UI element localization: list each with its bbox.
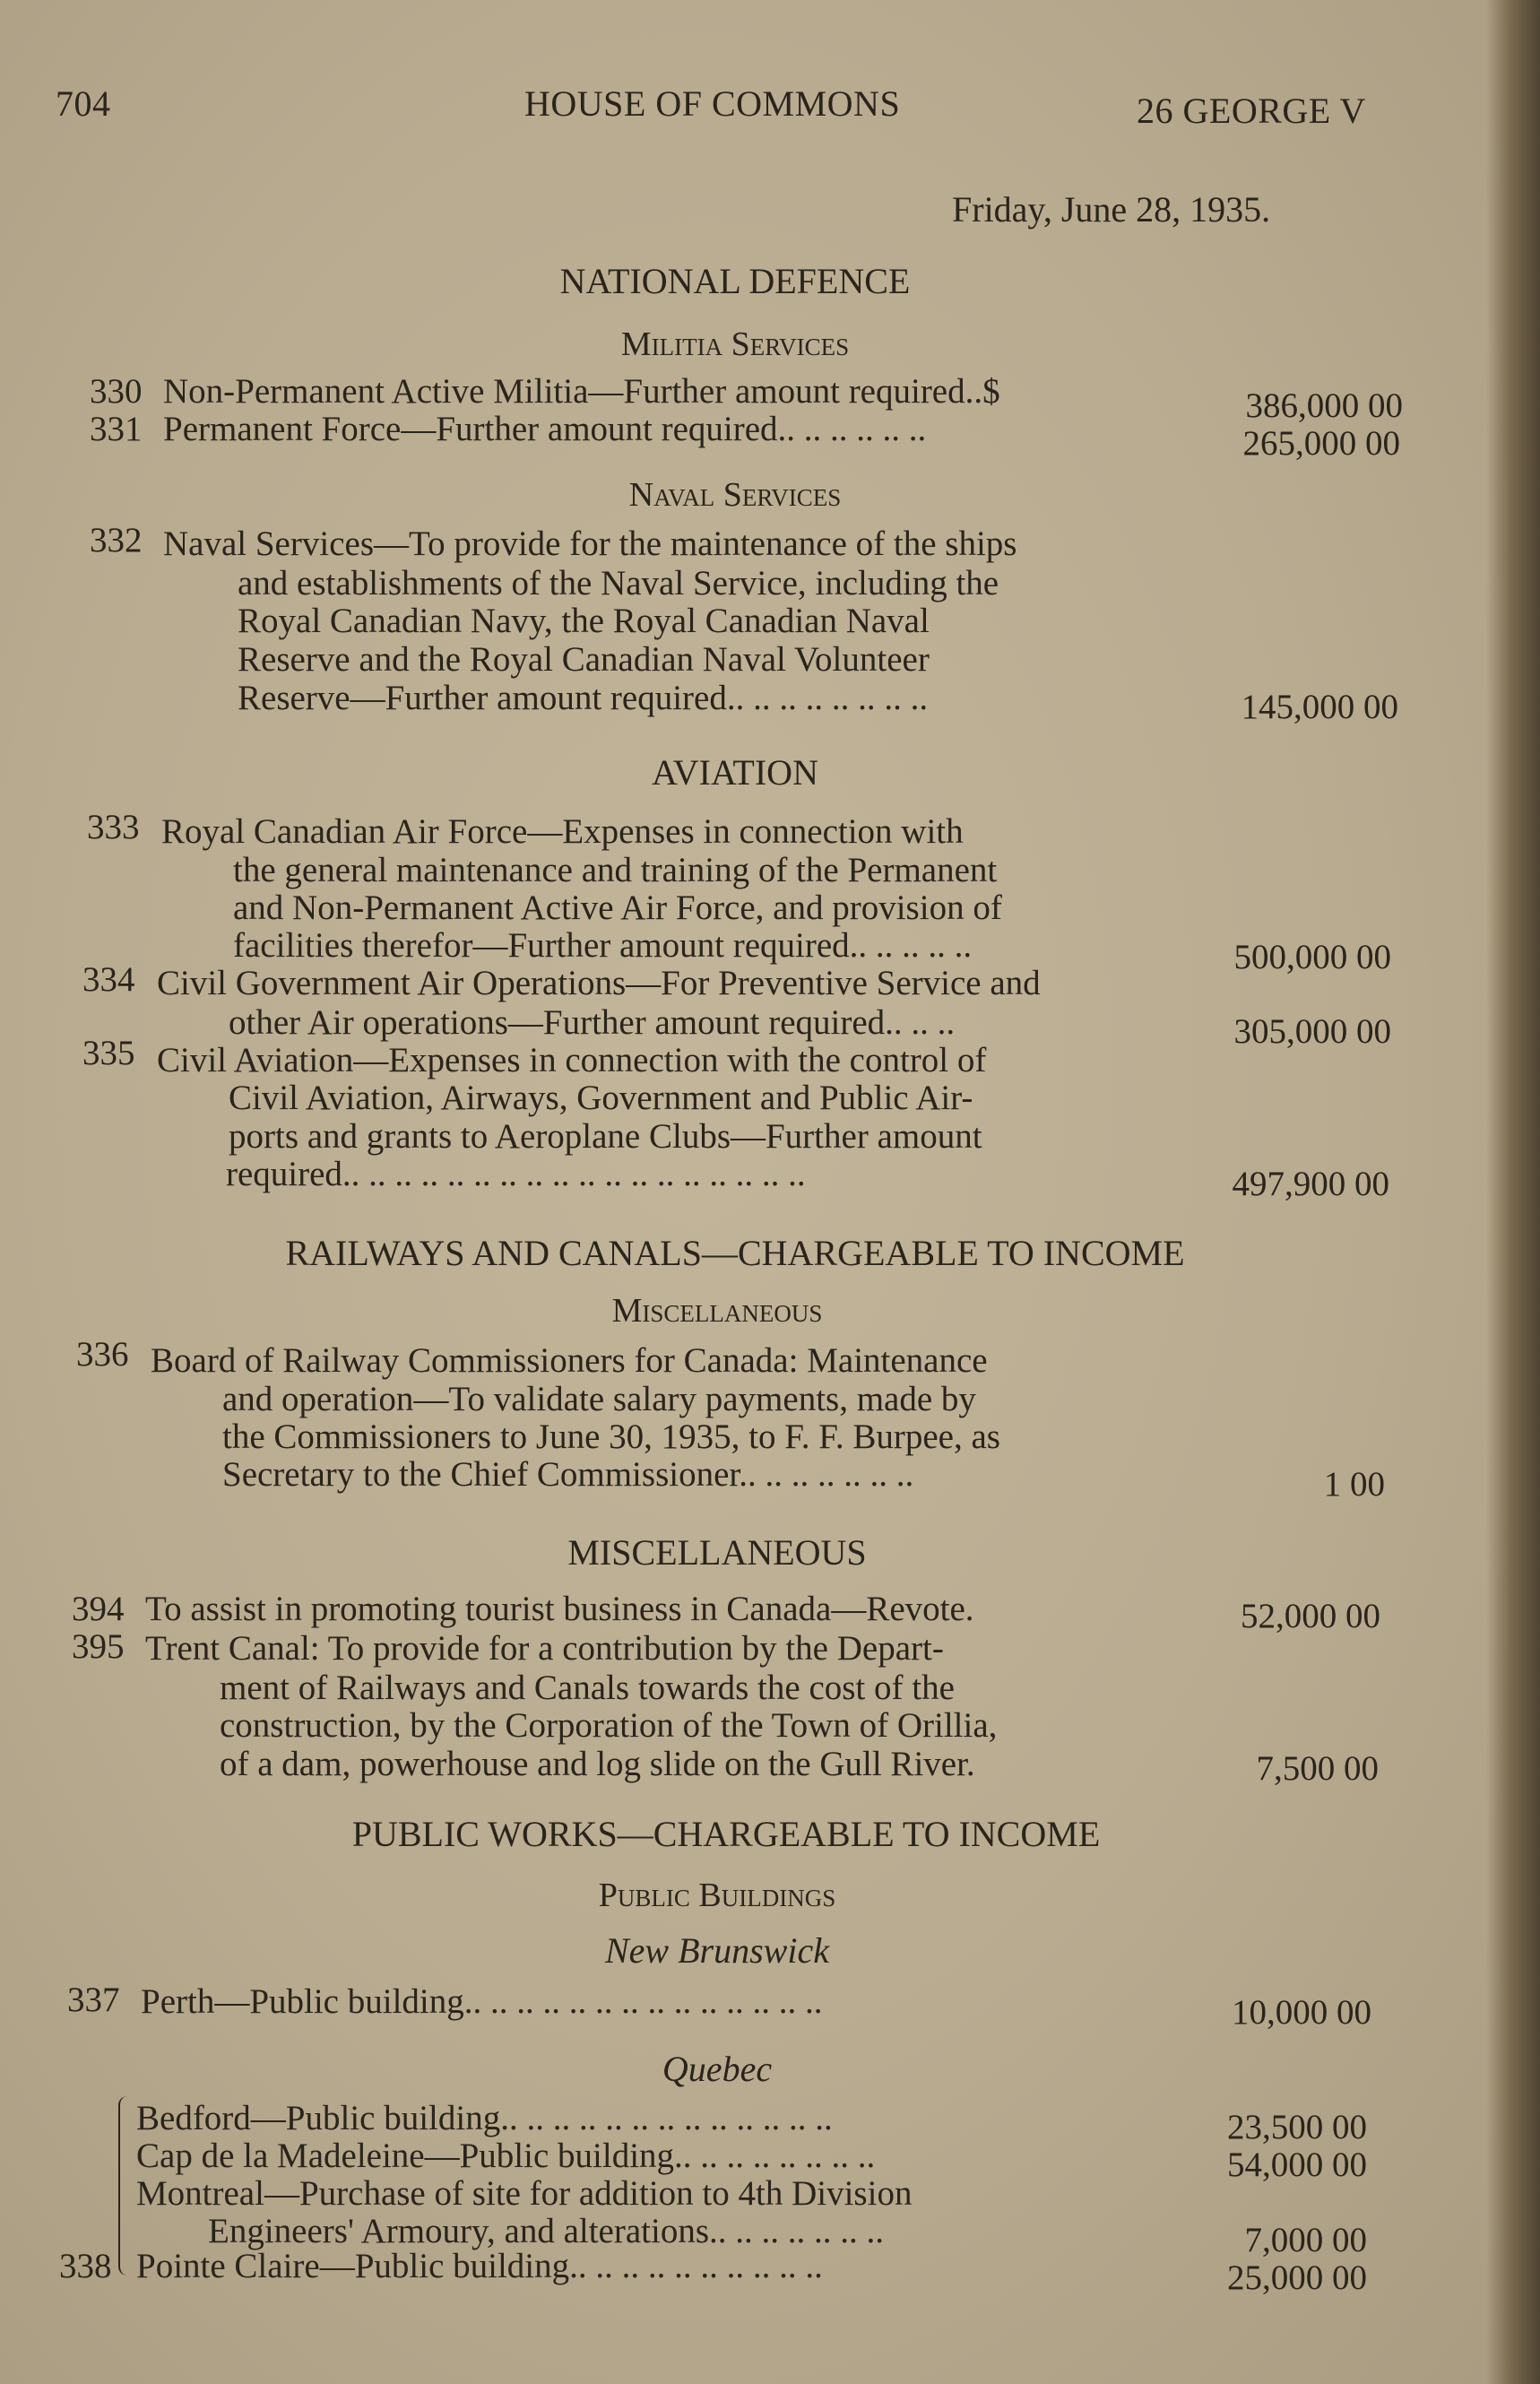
item-text: Bedford—Public building.. .. .. .. .. .. .. .. .. .. .. .. ..	[136, 2099, 833, 2137]
item-text-line: Civil Aviation—Expenses in connection with the control of	[157, 1041, 987, 1079]
item-number: 335	[82, 1034, 135, 1072]
item-text-line: and Non-Permanent Active Air Force, and provision of	[233, 889, 1002, 927]
regnal-year: 26 GEORGE V	[1137, 91, 1366, 131]
item-text-line: ment of Railways and Canals towards the cost of the	[220, 1669, 955, 1707]
item-amount: 52,000 00	[1241, 1597, 1380, 1635]
item-text: Perth—Public building.. .. .. .. .. .. .. .. .. .. .. .. .. ..	[141, 1982, 823, 2021]
item-number: 395	[72, 1627, 125, 1666]
item-amount: 1 00	[1323, 1465, 1385, 1504]
item-text-line: To assist in promoting tourist business in Canada—Revote.	[145, 1590, 974, 1628]
item-amount: 497,900 00	[1232, 1165, 1389, 1203]
item-text-line: the general maintenance and training of the Permanent	[233, 851, 998, 889]
item-text-line: Trent Canal: To provide for a contribution by the Depart-	[145, 1629, 944, 1668]
item-amount: 7,500 00	[1256, 1749, 1379, 1788]
item-text-line: Civil Aviation, Airways, Government and Public Air-	[229, 1079, 973, 1117]
item-amount: 23,500 00	[1227, 2108, 1367, 2146]
section-title-railways-canals: RAILWAYS AND CANALS—CHARGEABLE TO INCOME	[285, 1233, 1185, 1273]
section-title-miscellaneous: MISCELLANEOUS	[567, 1532, 867, 1573]
item-text-line: Secretary to the Chief Commissioner.. .. .. .. .. .. ..	[222, 1455, 914, 1494]
page-number: 704	[56, 83, 111, 124]
section-title-public-works: PUBLIC WORKS—CHARGEABLE TO INCOME	[351, 1814, 1101, 1854]
subsection-militia-services: Militia Services	[620, 325, 850, 363]
province-heading-new-brunswick: New Brunswick	[605, 1930, 829, 1971]
item-text-line: construction, by the Corporation of the Town of Orillia,	[220, 1706, 998, 1745]
item-text-line: Reserve—Further amount required.. .. .. .. .. .. .. ..	[238, 679, 929, 717]
item-number: 331	[90, 410, 143, 448]
sitting-date: Friday, June 28, 1935.	[952, 189, 1271, 230]
item-text-line: ports and grants to Aeroplane Clubs—Further amount	[229, 1117, 982, 1156]
item-text-line: required.. .. .. .. .. .. .. .. .. .. .. .. .. .. .. .. .. ..	[226, 1155, 806, 1193]
item-amount: 7,000 00	[1244, 2221, 1367, 2259]
subsection-naval-services: Naval Services	[628, 476, 842, 514]
group-item-number: 338	[59, 2247, 112, 2285]
page-title: HOUSE OF COMMONS	[524, 83, 901, 124]
item-text-line: and operation—To validate salary payments, made by	[222, 1380, 976, 1418]
item-amount: 145,000 00	[1241, 688, 1398, 726]
item-text: Pointe Claire—Public building.. .. .. .. .. .. .. .. .. ..	[136, 2247, 823, 2285]
item-text: Montreal—Purchase of site for addition to 4th Division	[136, 2174, 913, 2213]
item-text-line: and establishments of the Naval Service, including the	[238, 564, 999, 603]
item-amount: 10,000 00	[1232, 1993, 1371, 2032]
item-amount: 386,000 00	[1245, 386, 1403, 425]
item-amount: 500,000 00	[1233, 938, 1391, 976]
item-text: Non-Permanent Active Militia—Further amount required..$	[163, 372, 1000, 411]
item-text: Permanent Force—Further amount required.. .. .. .. .. ..	[163, 410, 927, 448]
section-title-aviation: AVIATION	[652, 752, 818, 793]
item-text-line: facilities therefor—Further amount required.. .. .. .. ..	[233, 926, 973, 965]
item-number: 332	[90, 521, 143, 559]
item-number: 336	[76, 1335, 129, 1374]
item-text-line: Board of Railway Commissioners for Canada: Maintenance	[151, 1341, 988, 1380]
book-spine-shadow	[1486, 0, 1540, 2384]
province-heading-quebec: Quebec	[662, 2049, 773, 2089]
item-text-line: the Commissioners to June 30, 1935, to F. F. Burpee, as	[222, 1417, 1000, 1456]
item-text-line: Naval Services—To provide for the maintenance of the ships	[163, 524, 1017, 563]
item-number: 333	[87, 808, 140, 846]
item-text-line: Royal Canadian Navy, the Royal Canadian Naval	[238, 602, 930, 640]
grouping-brace	[118, 2096, 134, 2276]
item-amount: 25,000 00	[1227, 2258, 1367, 2297]
item-number: 394	[72, 1590, 125, 1628]
item-text-line: Reserve and the Royal Canadian Naval Volunteer	[238, 640, 930, 679]
section-title-national-defence: NATIONAL DEFENCE	[559, 261, 911, 301]
item-number: 334	[82, 960, 135, 999]
subsection-miscellaneous: Miscellaneous	[611, 1292, 823, 1330]
item-amount: 54,000 00	[1227, 2146, 1367, 2184]
item-text-line: Civil Government Air Operations—For Preventive Service and	[157, 964, 1041, 1002]
item-text: Cap de la Madeleine—Public building.. .. .. .. .. .. .. ..	[136, 2137, 876, 2175]
item-text-line: of a dam, powerhouse and log slide on the Gull River.	[220, 1745, 975, 1783]
item-amount: 265,000 00	[1242, 424, 1400, 463]
item-amount: 305,000 00	[1233, 1012, 1391, 1051]
item-text-line: other Air operations—Further amount required.. .. ..	[229, 1003, 956, 1042]
item-number: 337	[67, 1981, 120, 2019]
item-number: 330	[90, 372, 143, 411]
subsection-public-buildings: Public Buildings	[598, 1877, 836, 1914]
item-text-line: Engineers' Armoury, and alterations.. .. .. .. .. .. ..	[208, 2212, 885, 2250]
item-text-line: Royal Canadian Air Force—Expenses in connection with	[161, 812, 964, 851]
